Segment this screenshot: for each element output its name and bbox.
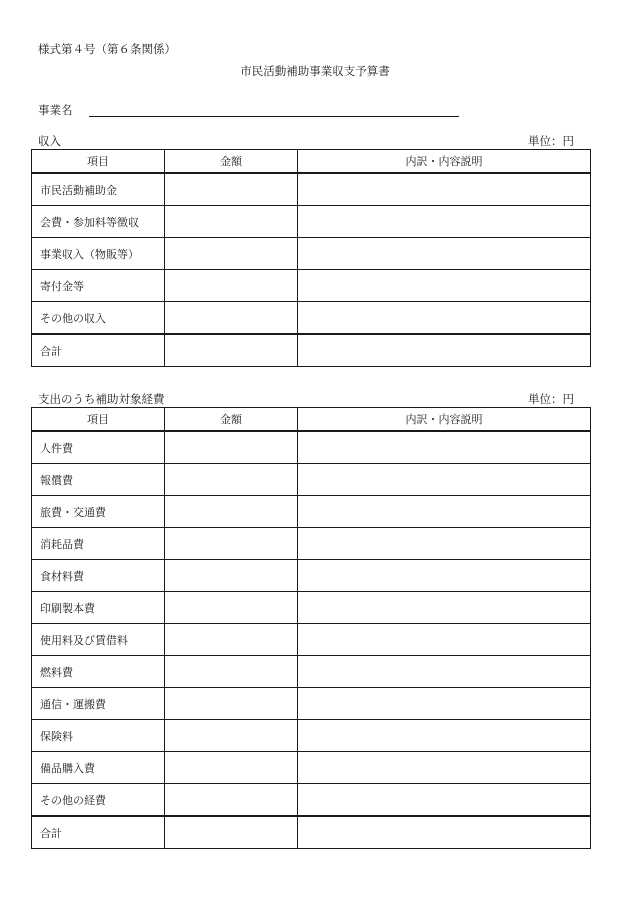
- expense-unit-label: 単位：円: [528, 392, 574, 406]
- expense-detail-cell[interactable]: [298, 720, 591, 752]
- income-item-label: 事業収入（物販等）: [32, 238, 165, 270]
- expense-item-label: 消耗品費: [32, 528, 165, 560]
- expense-detail-cell[interactable]: [298, 496, 591, 528]
- column-header-amount: 金額: [165, 150, 298, 174]
- expense-item-label: 使用料及び賃借料: [32, 624, 165, 656]
- expense-detail-cell[interactable]: [298, 784, 591, 817]
- expense-row: [32, 752, 591, 784]
- income-amount-cell[interactable]: [165, 173, 298, 206]
- expense-amount-cell[interactable]: [165, 656, 298, 688]
- expense-row: [32, 688, 591, 720]
- income-amount-cell[interactable]: [165, 270, 298, 302]
- column-header-amount: 金額: [165, 408, 298, 432]
- column-header-detail: 内訳・内容説明: [298, 150, 591, 174]
- expense-row: [32, 496, 591, 528]
- expense-item-label: 備品購入費: [32, 752, 165, 784]
- expense-item-label: 報償費: [32, 464, 165, 496]
- column-header-item: 項目: [32, 150, 165, 174]
- expense-row: [32, 560, 591, 592]
- income-section-title: 収入: [38, 134, 61, 148]
- income-detail-cell[interactable]: [298, 206, 591, 238]
- expense-detail-cell[interactable]: [298, 752, 591, 784]
- expense-detail-cell[interactable]: [298, 688, 591, 720]
- expense-amount-cell[interactable]: [165, 496, 298, 528]
- expense-total-row: [32, 816, 591, 849]
- expense-amount-cell[interactable]: [165, 592, 298, 624]
- expense-item-label: その他の経費: [32, 784, 165, 817]
- expense-table: [31, 407, 591, 849]
- expense-item-label: 印刷製本費: [32, 592, 165, 624]
- expense-row: [32, 720, 591, 752]
- expense-amount-cell[interactable]: [165, 528, 298, 560]
- expense-amount-cell[interactable]: [165, 431, 298, 464]
- column-header-detail: 内訳・内容説明: [298, 408, 591, 432]
- expense-item-label: 食材料費: [32, 560, 165, 592]
- expense-total-detail-cell[interactable]: [298, 816, 591, 849]
- expense-row: [32, 656, 591, 688]
- project-name-field[interactable]: [89, 116, 459, 117]
- income-detail-cell[interactable]: [298, 238, 591, 270]
- expense-item-label: 保険料: [32, 720, 165, 752]
- expense-item-label: 通信・運搬費: [32, 688, 165, 720]
- income-unit-label: 単位：円: [528, 134, 574, 148]
- expense-amount-cell[interactable]: [165, 688, 298, 720]
- expense-row: [32, 528, 591, 560]
- expense-detail-cell[interactable]: [298, 431, 591, 464]
- income-detail-cell[interactable]: [298, 270, 591, 302]
- income-item-label: 会費・参加料等徴収: [32, 206, 165, 238]
- income-item-label: 寄付金等: [32, 270, 165, 302]
- income-item-label: その他の収入: [32, 302, 165, 335]
- expense-detail-cell[interactable]: [298, 624, 591, 656]
- income-amount-cell[interactable]: [165, 302, 298, 335]
- income-row: [32, 173, 591, 206]
- form-number: 様式第４号（第６条関係）: [38, 42, 176, 56]
- income-row: [32, 238, 591, 270]
- income-table: [31, 149, 591, 367]
- expense-item-label: 旅費・交通費: [32, 496, 165, 528]
- income-header-row: [32, 150, 591, 174]
- expense-row: [32, 431, 591, 464]
- income-total-detail-cell[interactable]: [298, 334, 591, 367]
- income-item-label: 市民活動補助金: [32, 173, 165, 206]
- expense-item-label: 人件費: [32, 431, 165, 464]
- income-detail-cell[interactable]: [298, 302, 591, 335]
- expense-total-amount-cell[interactable]: [165, 816, 298, 849]
- income-total-amount-cell[interactable]: [165, 334, 298, 367]
- income-amount-cell[interactable]: [165, 206, 298, 238]
- income-detail-cell[interactable]: [298, 173, 591, 206]
- expense-amount-cell[interactable]: [165, 624, 298, 656]
- expense-item-label: 燃料費: [32, 656, 165, 688]
- project-name-label: 事業名: [38, 103, 73, 117]
- expense-header-row: [32, 408, 591, 432]
- expense-total-label: 合計: [32, 816, 165, 849]
- expense-row: [32, 464, 591, 496]
- expense-detail-cell[interactable]: [298, 464, 591, 496]
- expense-detail-cell[interactable]: [298, 560, 591, 592]
- expense-detail-cell[interactable]: [298, 528, 591, 560]
- expense-detail-cell[interactable]: [298, 656, 591, 688]
- expense-section-title: 支出のうち補助対象経費: [38, 392, 165, 406]
- expense-amount-cell[interactable]: [165, 784, 298, 817]
- expense-row: [32, 624, 591, 656]
- income-row: [32, 206, 591, 238]
- expense-detail-cell[interactable]: [298, 592, 591, 624]
- expense-amount-cell[interactable]: [165, 720, 298, 752]
- income-total-label: 合計: [32, 334, 165, 367]
- document-title: 市民活動補助事業収支予算書: [240, 64, 390, 78]
- income-row: [32, 270, 591, 302]
- income-amount-cell[interactable]: [165, 238, 298, 270]
- expense-amount-cell[interactable]: [165, 752, 298, 784]
- column-header-item: 項目: [32, 408, 165, 432]
- expense-row: [32, 784, 591, 817]
- income-total-row: [32, 334, 591, 367]
- expense-amount-cell[interactable]: [165, 464, 298, 496]
- expense-amount-cell[interactable]: [165, 560, 298, 592]
- income-row: [32, 302, 591, 335]
- expense-row: [32, 592, 591, 624]
